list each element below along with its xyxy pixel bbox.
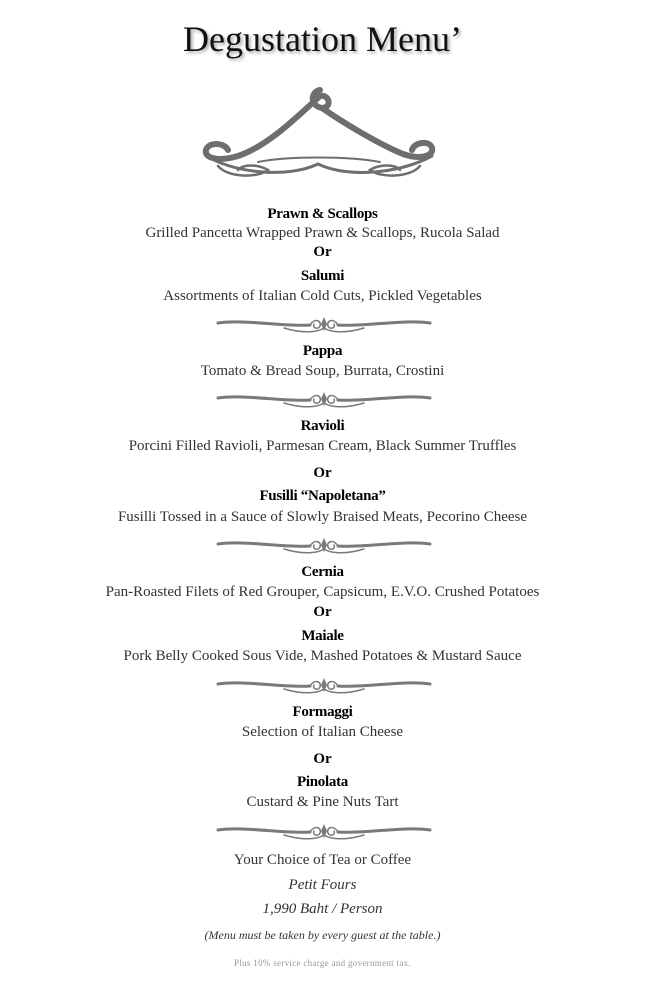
- course-name-cernia: Cernia: [301, 564, 344, 580]
- or-label: Or: [313, 244, 332, 260]
- course-desc-prawn-scallops: Grilled Pancetta Wrapped Prawn & Scallops, Rucola Salad: [145, 225, 500, 241]
- tea-coffee-text: Your Choice of Tea or Coffee: [233, 852, 412, 868]
- course-name-salumi: Salumi: [300, 268, 345, 284]
- course-name-fusilli: Fusilli “Napoletana”: [259, 488, 386, 504]
- flourish-ornament: [198, 86, 438, 186]
- course-name-pappa: Pappa: [302, 343, 343, 359]
- scroll-divider: [214, 314, 434, 336]
- course-desc-fusilli: Fusilli Tossed in a Sauce of Slowly Braised Meats, Pecorino Cheese: [117, 509, 528, 525]
- course-name-ravioli: Ravioli: [300, 418, 345, 434]
- course-desc-formaggi: Selection of Italian Cheese: [241, 724, 404, 740]
- page-title: Degustation Menu’: [183, 19, 462, 59]
- course-desc-cernia: Pan-Roasted Filets of Red Grouper, Capsicum, E.V.O. Crushed Potatoes: [105, 584, 540, 600]
- or-label: Or: [313, 751, 332, 767]
- course-desc-salumi: Assortments of Italian Cold Cuts, Pickled Vegetables: [163, 288, 482, 304]
- course-name-pinolata: Pinolata: [297, 774, 348, 790]
- course-desc-pinolata: Custard & Pine Nuts Tart: [246, 794, 399, 810]
- price-text: 1,990 Baht / Person: [262, 901, 383, 917]
- scroll-divider: [214, 821, 434, 843]
- scroll-divider: [214, 535, 434, 557]
- service-charge-note: Plus 10% service charge and government tax.: [234, 958, 411, 968]
- or-label: Or: [313, 465, 332, 481]
- course-name-prawn-scallops: Prawn & Scallops: [267, 206, 378, 222]
- course-name-maiale: Maiale: [301, 628, 344, 644]
- course-desc-maiale: Pork Belly Cooked Sous Vide, Mashed Potatoes & Mustard Sauce: [123, 648, 522, 664]
- course-name-formaggi: Formaggi: [292, 704, 353, 720]
- scroll-divider: [214, 675, 434, 697]
- petit-fours-text: Petit Fours: [288, 877, 357, 893]
- course-desc-pappa: Tomato & Bread Soup, Burrata, Crostini: [200, 363, 445, 379]
- menu-note: (Menu must be taken by every guest at the table.): [204, 928, 441, 942]
- scroll-divider: [214, 389, 434, 411]
- course-desc-ravioli: Porcini Filled Ravioli, Parmesan Cream, Black Summer Truffles: [128, 438, 517, 454]
- or-label: Or: [313, 604, 332, 620]
